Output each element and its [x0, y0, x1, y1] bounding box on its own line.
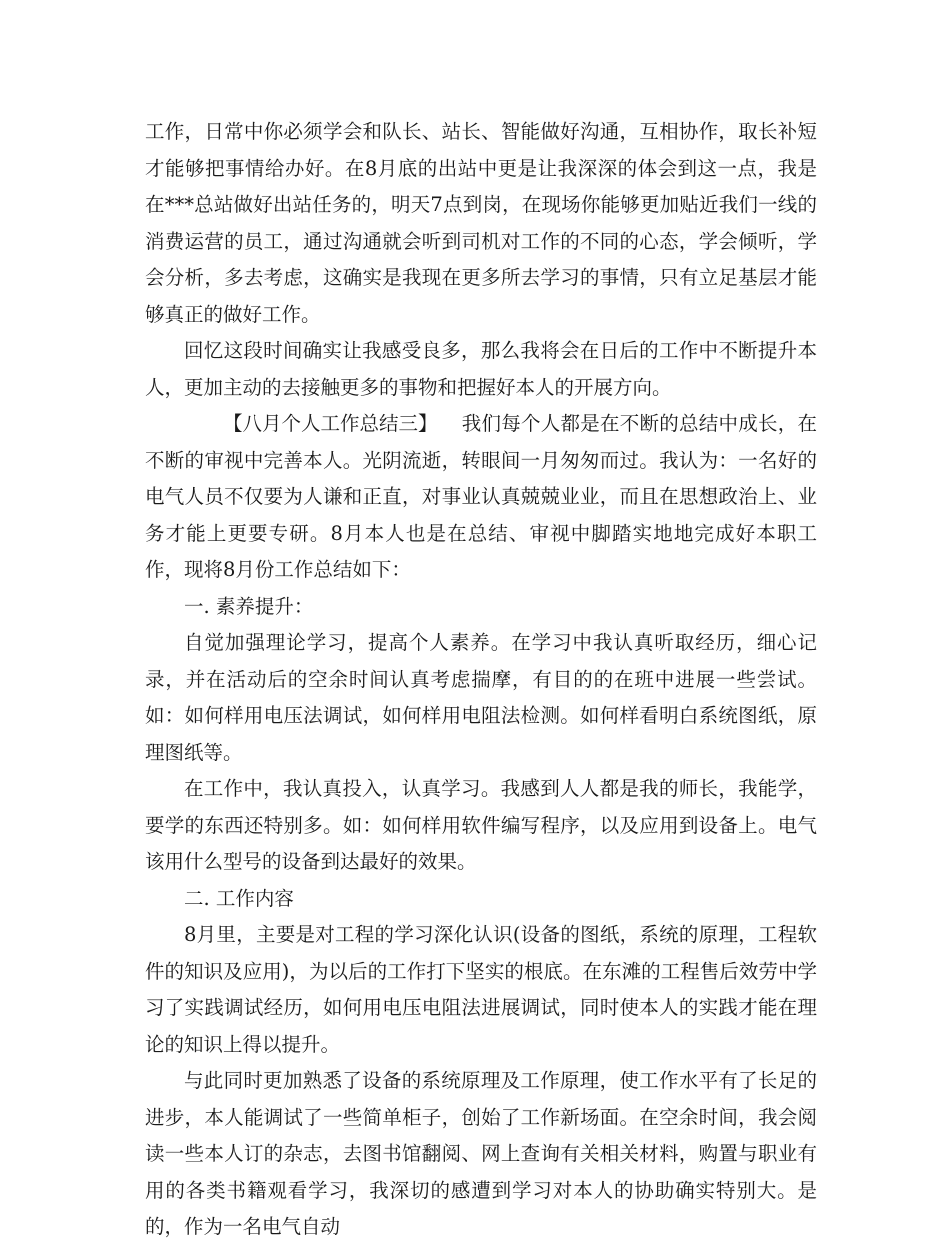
paragraph: 与此同时更加熟悉了设备的系统原理及工作原理，使工作水平有了长足的进步，本人能调试了一些简单柜子，创始了工作新场面。在空余时间，我会阅读一些本人订的杂志，去图书馆翻阅、网上查询有关相关材料，购置与职业有用的各类书籍观看学习，我深切的感遭到学习对本人的协助确实特别大。是的，作为一名电气自动 [145, 1069, 817, 1238]
paragraph-text: 我们每个人都是在不断的总结中成长，在不断的审视中完善本人。光阴流逝，转眼间一月匆匆而过。我认为：一名好的电气人员不仅要为人谦和正直，对事业认真兢兢业业，而且在思想政治上、业务才能上更要专研。8月本人也是在总结、审视中脚踏实地地完成好本职工作，现将8月份工作总结如下： [145, 412, 817, 581]
section-heading: 二. 工作内容 [184, 886, 294, 910]
document-body [145, 114, 817, 1246]
paragraph: 8月里，主要是对工程的学习深化认识(设备的图纸，系统的原理，工程软件的知识及应用)，为以后的工作打下坚实的根底。在东滩的工程售后效劳中学习了实践调试经历，如何用电压电阻法进展调试，同时使本人的实践才能在理论的知识上得以提升。 [145, 923, 817, 1056]
section-title: 【八月个人工作总结三】 [223, 412, 438, 435]
paragraph: 自觉加强理论学习，提高个人素养。在学习中我认真听取经历，细心记录，并在活动后的空余时间认真考虑揣摩，有目的的在班中进展一些尝试。如：如何样用电压法调试，如何样用电阻法检测。如何样看明白系统图纸，原理图纸等。 [145, 631, 817, 764]
paragraph: 工作，日常中你必须学会和队长、站长、智能做好沟通，互相协作，取长补短才能够把事情给办好。在8月底的出站中更是让我深深的体会到这一点，我是在***总站做好出站任务的，明天7点到岗，在现场你能够更加贴近我们一线的消费运营的员工，通过沟通就会听到司机对工作的不同的心态，学会倾听，学会分析，多去考虑，这确实是我现在更多所去学习的事情，只有立足基层才能够真正的做好工作。 [145, 120, 817, 326]
paragraph: 在工作中，我认真投入，认真学习。我感到人人都是我的师长，我能学，要学的东西还特别多。如：如何样用软件编写程序，以及应用到设备上。电气该用什么型号的设备到达最好的效果。 [145, 777, 817, 873]
paragraph: 回忆这段时间确实让我感受良多，那么我将会在日后的工作中不断提升本人，更加主动的去接触更多的事物和把握好本人的开展方向。 [145, 339, 817, 399]
paragraph-with-section-title [145, 406, 817, 589]
section-heading: 一. 素养提升： [184, 594, 314, 618]
